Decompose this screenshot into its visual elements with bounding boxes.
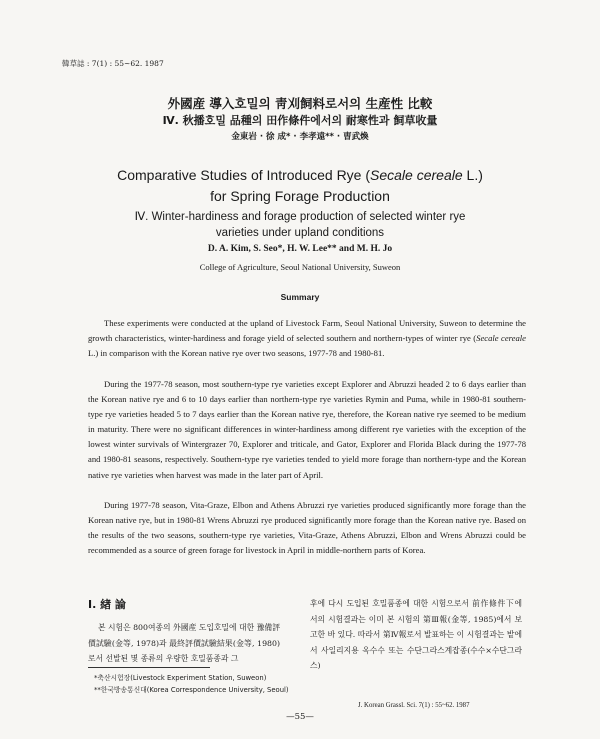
footnote-divider xyxy=(88,667,210,668)
english-title-line-1 xyxy=(0,167,600,183)
korean-authors: 金東岩 · 徐 成* · 李孝遠** · 曺武煥 xyxy=(231,132,369,142)
summary-paragraph-1 xyxy=(88,316,526,361)
title-text-post: L.) xyxy=(462,167,483,183)
summary-p1-species: Secale cereale xyxy=(476,333,526,344)
intro-heading: Ⅰ. 緖 論 xyxy=(88,598,126,611)
footnote-1: *축산시험장(Livestock Experiment Station, Suweon) xyxy=(94,674,267,682)
title-species-italic: Secale cereale xyxy=(370,167,463,183)
footnote-2: **한국방송통신대(Korea Correspondence University, Seoul) xyxy=(94,686,289,694)
summary-paragraph-2: During the 1977-78 season, most southern-type rye varieties except Explorer and Abruzzi headed 2 to 6 days earlier than the Korean native rye and 6 to 10 days earlier than northern-type rye varieties Rymin and Puma, while in 1980-81 southern-type rye varieties headed 5 to 7 days earlier than the Korean native rye, therefore, the Korean native rye seemed to be medium in maturity. There were no significant differences in winter-hardiness among different rye varieties with the exception of the lowest winter survivals of Wintergrazer 70, Explorer and triticale, and Gator, Explorer and Florida Black during the 1977-78 and 1980-81 seasons, respectively. Southern-type rye varieties tended to yield more forage than northern-type and the Korean native rye varieties when harvest was made in the later part of April. xyxy=(88,379,526,480)
affiliation: College of Agriculture, Seoul National University, Suweon xyxy=(199,262,401,272)
intro-right-column: 후에 다시 도입된 호밀품종에 대한 시험으로서 前作條件下에서의 시험결과는 이미 본 시험의 第Ⅲ報(金等, 1985)에서 보고한 바 있다. 따라서 第Ⅳ報로서 발표하는 이 시험결과는 밭에서 사일리지용 옥수수 또는 수단그라스계잡종(수수×수단그라스) xyxy=(310,599,522,671)
summary-p1-part-b: L.) in comparison with the Korean native rye over two seasons, 1977-78 and 1980-81. xyxy=(88,348,385,359)
title-text-pre: Comparative Studies of Introduced Rye ( xyxy=(117,167,371,183)
korean-title-line-2: Ⅳ. 秋播호밀 品種의 田作條件에서의 耐寒性과 飼草收量 xyxy=(162,114,438,127)
page-number: —55— xyxy=(286,712,314,722)
summary-paragraph-3: During 1977-78 season, Vita-Graze, Elbon and Athens Abruzzi rye varieties produced significantly more forage than the Korean native rye, but in 1980-81 Wrens Abruzzi rye produced significantly more forage than the Korean native rye. Based on the results of the two seasons, southern-type rye varieties, Vita-Graze, Athens Abruzzi, Elbon and Wrens Abruzzi could be recommended as a source of green forage for livestock in April in middle-northern parts of Korea. xyxy=(88,500,526,556)
intro-left-column: 본 시험은 800여종의 外國産 도입호밀에 대한 豫備評價試驗(金等, 1978)과 最終評價試驗結果(金等, 1980)로서 선발된 몇 종류의 우량한 호밀품종과 그 xyxy=(88,623,280,664)
journal-reference: 韓草誌 : 7(1) : 55~62. 1987 xyxy=(62,59,164,68)
english-subtitle-line-1: Ⅳ. Winter-hardiness and forage production of selected winter rye xyxy=(134,211,466,223)
summary-heading: Summary xyxy=(280,292,320,302)
summary-p1-part-a: These experiments were conducted at the upland of Livestock Farm, Seoul National University, Suweon to determine the growth characteristics, winter-hardiness and forage yield of selected southern and northern-types of winter rye ( xyxy=(88,318,526,344)
journal-footer: J. Korean Grassl. Sci. 7(1) : 55~62. 1987 xyxy=(358,702,470,709)
english-title-line-2: for Spring Forage Production xyxy=(210,188,390,204)
english-authors: D. A. Kim, S. Seo*, H. W. Lee** and M. H. Jo xyxy=(207,244,393,254)
korean-title-line-1: 外國産 導入호밀의 靑刈飼料로서의 生産性 比較 xyxy=(167,96,433,111)
english-subtitle-line-2: varieties under upland conditions xyxy=(215,227,385,239)
